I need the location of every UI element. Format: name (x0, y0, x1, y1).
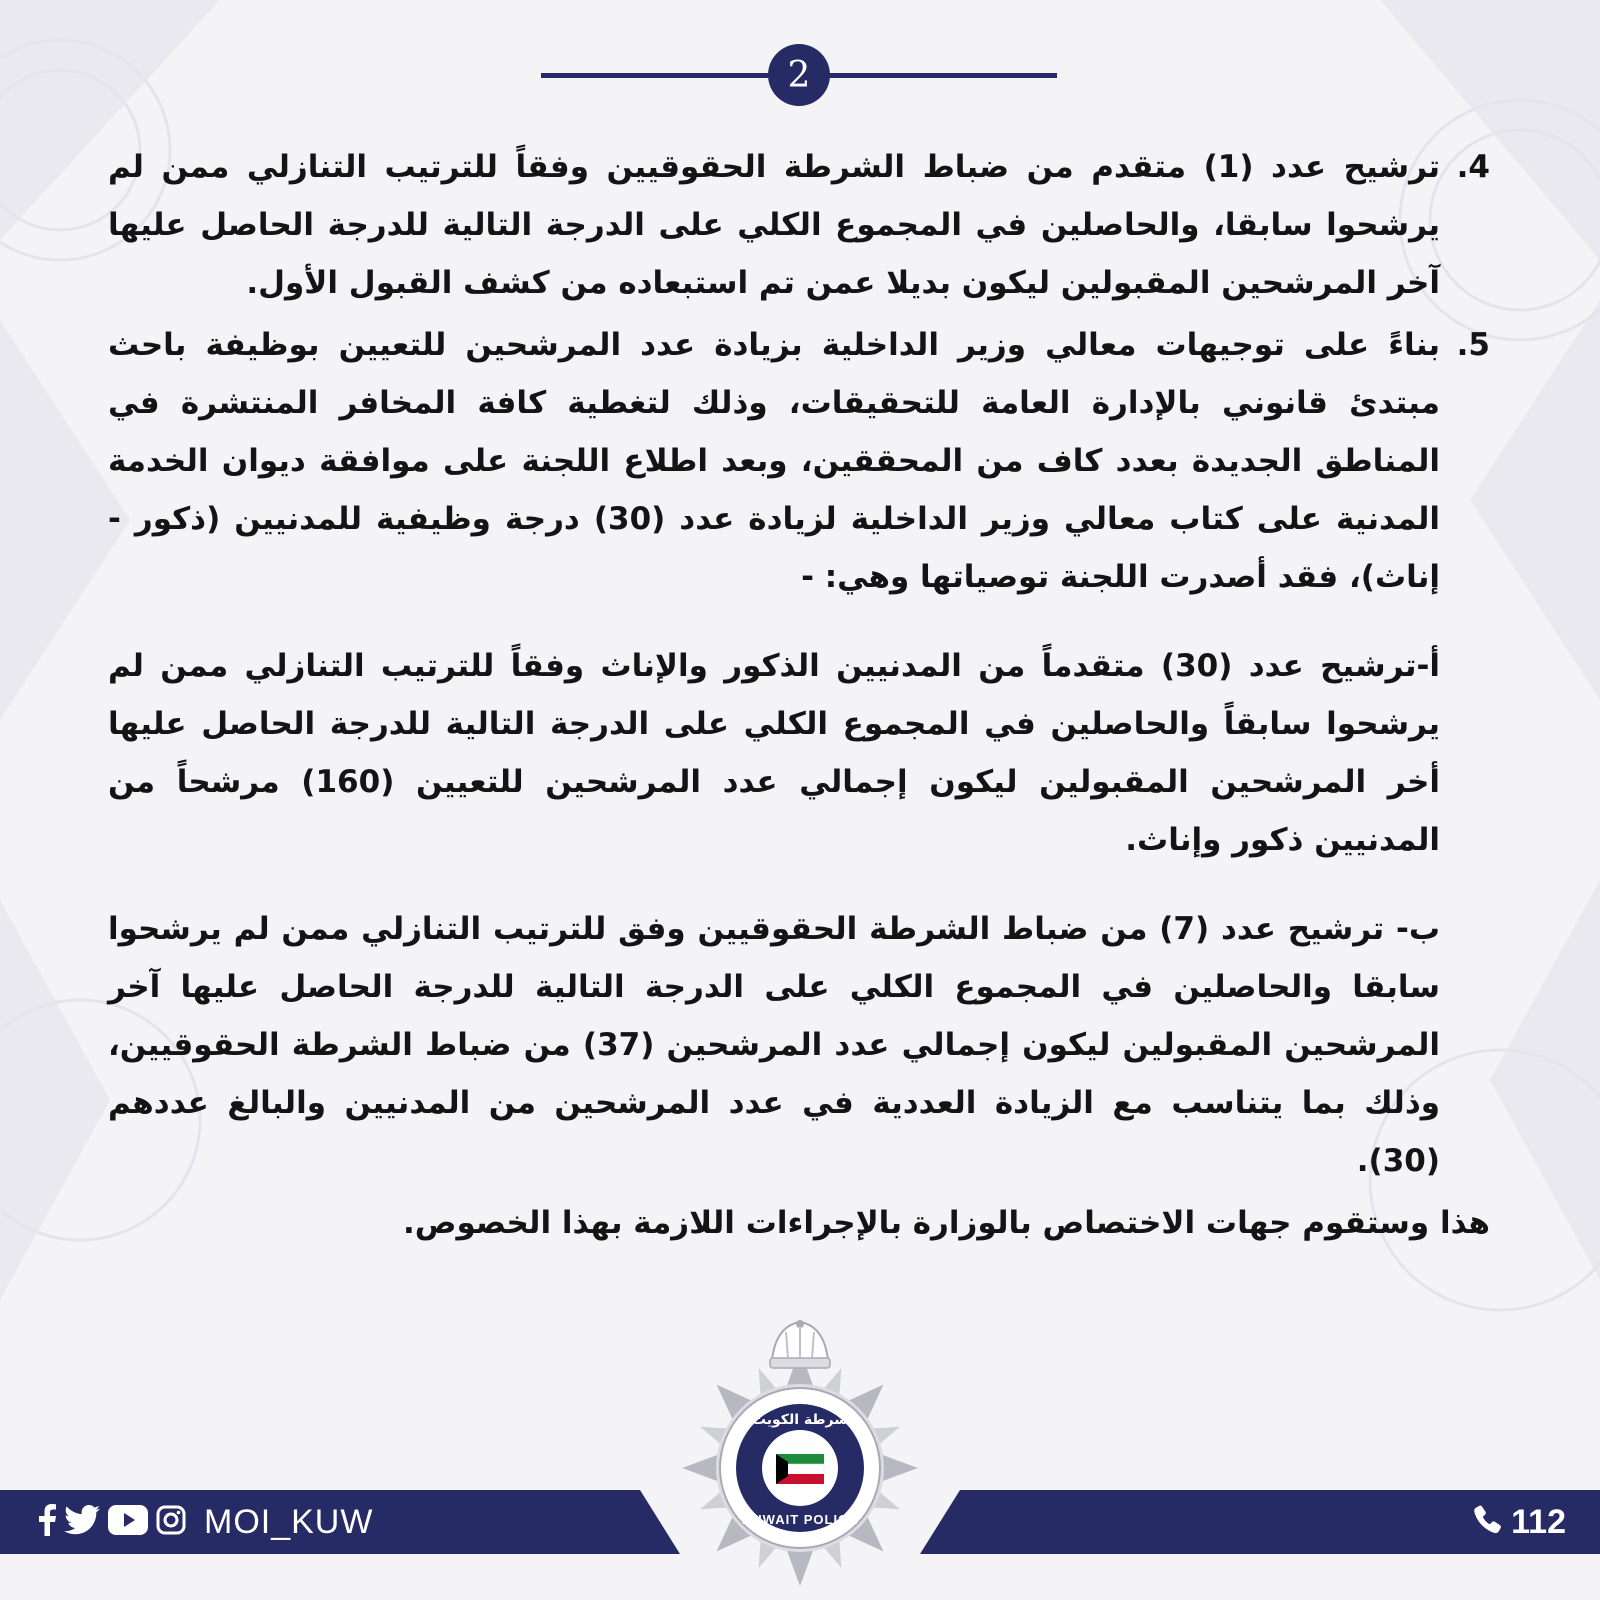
list-item-text: بناءً على توجيهات معالي وزير الداخلية بزيادة عدد المرشحين للتعيين بوظيفة باحث مبتدئ قانوني بالإدارة العامة للتحقيقات، وذلك لتغطية كافة المخافر المنتشرة في المناطق الجديدة بعدد كاف من المحققين، وبعد اطلاع اللجنة على موافقة ديوان الخدمة المدنية على كتاب معالي وزير الداخلية لزيادة عدد (30) درجة وظيفية للمدنيين (ذكور - إناث)، فقد أصدرت اللجنة توصياتها وهي: - (108, 327, 1440, 595)
instagram-icon[interactable] (156, 1505, 186, 1539)
kuwait-flag-icon (776, 1454, 824, 1484)
list-item-number: 5. (1456, 327, 1490, 363)
facebook-icon[interactable] (38, 1504, 56, 1540)
sub-item-b: ب- ترشيح عدد (7) من ضباط الشرطة الحقوقيين وفق للترتيب التنازلي ممن لم يرشحوا سابقا والحاصلين في المجموع الكلي على الدرجة التالية للدرجة الحاصل عليها آخر المرشحين المقبولين ليكون إجمالي عدد المرشحين (37) من ضباط الشرطة الحقوقيين، وذلك بما يتناسب مع الزيادة العددية في عدد المرشحين من المدنيين والبالغ عددهم (30). (108, 911, 1441, 1179)
kuwait-police-emblem (680, 1318, 920, 1588)
sub-item-a: أ-ترشيح عدد (30) متقدماً من المدنيين الذكور والإناث وفقاً للترتيب التنازلي ممن لم يرشحوا سابقاً والحاصلين في المجموع الكلي على الدرجة التالية للدرجة الحاصل عليها أخر المرشحين المقبولين ليكون إجمالي عدد المرشحين للتعيين (160) مرشحاً من المدنيين ذكور وإناث. (108, 648, 1440, 858)
hotline-number[interactable]: 112 (1511, 1502, 1566, 1541)
youtube-icon[interactable] (108, 1505, 148, 1539)
hotline (1473, 1490, 1566, 1554)
social-handle[interactable]: MOI_KUW (204, 1502, 374, 1541)
emblem-english-text: KUWAIT POLICE (741, 1512, 859, 1527)
page-number-badge: 2 (768, 44, 830, 106)
star-rays (682, 1350, 918, 1586)
list-item-text: ترشيح عدد (1) متقدم من ضباط الشرطة الحقوقيين وفقاً للترتيب التنازلي ممن لم يرشحوا سابقا، والحاصلين في المجموع الكلي على الدرجة التالية للدرجة الحاصل عليها آخر المرشحين المقبولين ليكون بديلا عمن تم استبعاده من كشف القبول الأول. (108, 149, 1441, 301)
list-item-number: 4. (1456, 149, 1490, 185)
emblem-arabic-text: شرطة الكويت (751, 1412, 849, 1428)
phone-icon (1473, 1505, 1501, 1539)
closing-statement: هذا وستقوم جهات الاختصاص بالوزارة بالإجراءات اللازمة بهذا الخصوص. (403, 1205, 1490, 1241)
crown-icon (770, 1320, 830, 1368)
twitter-icon[interactable] (64, 1505, 100, 1539)
social-links (38, 1490, 373, 1554)
